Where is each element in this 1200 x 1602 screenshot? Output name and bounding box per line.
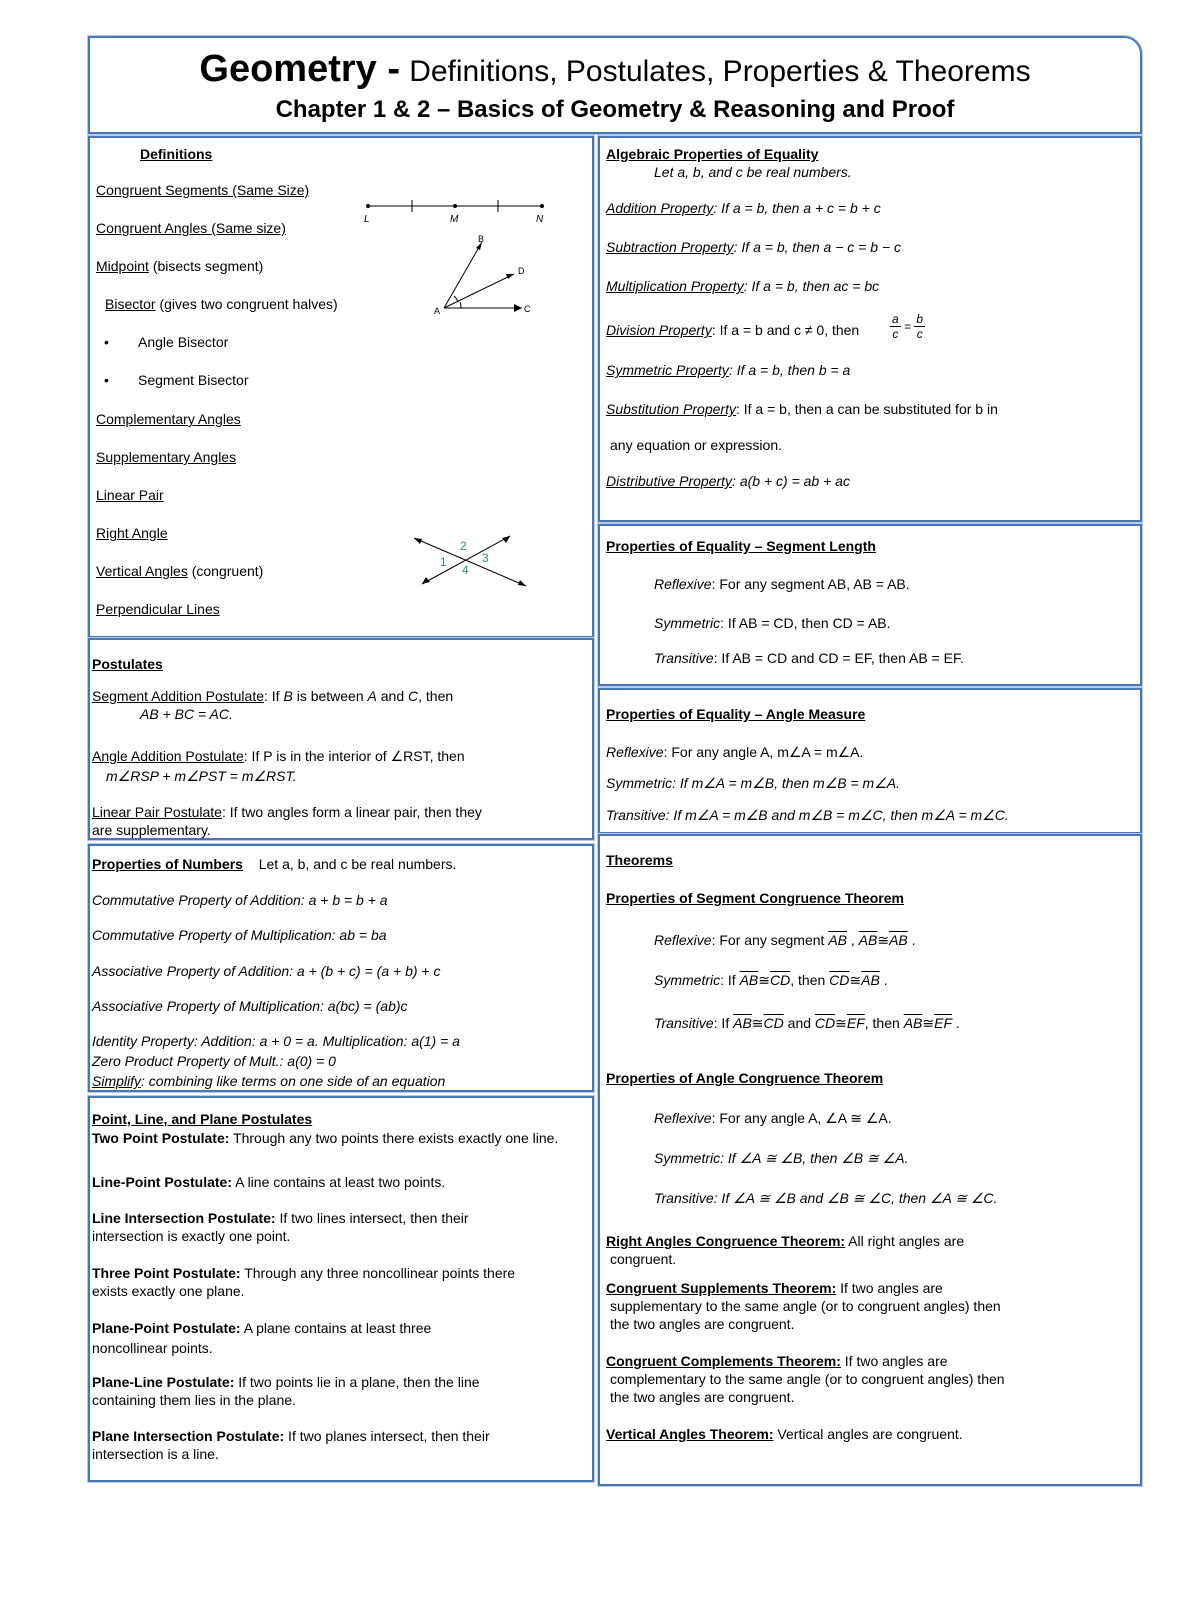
linear-pair-name: Linear Pair Postulate bbox=[92, 804, 222, 820]
ang-reflexive-name: Reflexive bbox=[606, 744, 664, 760]
division-text: : If a = b and c ≠ 0, then bbox=[711, 322, 860, 338]
supplements-theorem bbox=[606, 1280, 943, 1296]
num-item-0: Commutative Property of Addition: a + b = b + a bbox=[92, 892, 388, 908]
plp-text-6: If two planes intersect, then their intersection is a line. bbox=[92, 1428, 490, 1462]
plp-name-2: Line Intersection Postulate: bbox=[92, 1210, 276, 1226]
label-3: 3 bbox=[482, 551, 489, 565]
distributive-property bbox=[606, 473, 850, 489]
seg-cong-reflexive-a: : For any segment bbox=[711, 932, 829, 948]
numbers-header-line bbox=[92, 856, 456, 872]
seg-ab-2: $\overline{AB}$ bbox=[858, 932, 878, 948]
sap-text-d: A bbox=[367, 688, 377, 704]
def-complementary: Complementary Angles bbox=[96, 411, 241, 427]
postulates-box bbox=[88, 638, 594, 840]
complements-theorem bbox=[606, 1353, 948, 1369]
segment-figure bbox=[360, 196, 550, 226]
plp-text-4: A plane contains at least three noncollinear points. bbox=[92, 1320, 432, 1356]
substitution-text: : If a = b, then a can be substituted for b in bbox=[735, 401, 998, 417]
seg-ab-4: $\overline{AB}$ bbox=[739, 972, 759, 988]
subtraction-name: Subtraction Property bbox=[606, 239, 734, 255]
title-bold: Geometry - bbox=[199, 48, 401, 90]
ang-measure-reflexive bbox=[606, 744, 863, 761]
seg-cong-symmetric: Symmetric: If $\overline{AB}≅\overline{CD}$, then $\overline{CD}≅\overline{AB}$ . bbox=[654, 972, 888, 988]
ang-reflexive-text: : For any angle A, m∠A = m∠A. bbox=[663, 744, 864, 760]
theorems-heading: Theorems bbox=[606, 852, 673, 868]
complements-theorem-cont: complementary to the same angle (or to congruent angles) then bbox=[610, 1371, 1005, 1387]
supplements-text: If two angles are bbox=[836, 1280, 943, 1296]
label-a: A bbox=[434, 306, 441, 316]
plp-name-1: Line-Point Postulate: bbox=[92, 1174, 232, 1190]
seg-cong-reflexive: Reflexive: For any segment $\overline{AB}$ , $\overline{AB}≅\overline{AB}$ . bbox=[654, 932, 916, 948]
seg-cong-reflexive-name: Reflexive bbox=[654, 932, 712, 948]
seg-cong-symmetric-a: : If bbox=[720, 972, 740, 988]
complements-text: If two angles are bbox=[840, 1353, 948, 1369]
ang-cong-reflexive bbox=[654, 1110, 892, 1127]
vertical-angles-theorem bbox=[606, 1426, 963, 1442]
ang-transitive-text: : If m∠A = m∠B and m∠B = m∠C, then m∠A = m∠C. bbox=[665, 807, 1009, 823]
sap-text-g: , then bbox=[418, 688, 454, 704]
subtraction-property bbox=[606, 239, 901, 255]
midpoint-note: (bisects segment) bbox=[152, 258, 264, 274]
sap-text-a: : If bbox=[264, 688, 284, 704]
plp-item-3 bbox=[92, 1264, 532, 1300]
plp-text-5: If two points lie in a plane, then the line containing them lies in the plane. bbox=[92, 1374, 480, 1408]
segment-addition-name: Segment Addition Postulate bbox=[92, 688, 265, 704]
label-n: N bbox=[536, 214, 544, 225]
def-angle-bisector bbox=[104, 334, 228, 350]
seg-cong-symmetric-name: Symmetric bbox=[654, 972, 721, 988]
ang-cong-transitive-name: Transitive bbox=[654, 1190, 714, 1206]
seg-ab-7: $\overline{AB}$ bbox=[903, 1015, 923, 1031]
simplify-term: Simplify bbox=[92, 1073, 142, 1089]
plp-heading: Point, Line, and Plane Postulates bbox=[92, 1111, 313, 1127]
complements-theorem-cont2: the two angles are congruent. bbox=[610, 1389, 795, 1405]
subtraction-text: : If a = b, then a − c = b − c bbox=[733, 239, 901, 255]
plp-text-1: A line contains at least two points. bbox=[232, 1174, 446, 1190]
seg-length-symmetric bbox=[654, 615, 891, 631]
algebraic-box bbox=[598, 136, 1142, 522]
sap-text-e: and bbox=[376, 688, 409, 704]
numbers-heading: Properties of Numbers bbox=[92, 856, 243, 872]
seg-ab-3: $\overline{AB}$ bbox=[889, 932, 908, 948]
seg-ef-2: $\overline{EF}$ bbox=[934, 1015, 952, 1031]
label-b: B bbox=[478, 234, 485, 244]
num-item-1: Commutative Property of Multiplication: ab = ba bbox=[92, 927, 387, 943]
segment-bisector-text: Segment Bisector bbox=[138, 372, 249, 388]
label-2: 2 bbox=[460, 539, 467, 553]
cong-symbol: ≅ bbox=[877, 932, 890, 948]
def-congruent-angles: Congruent Angles (Same size) bbox=[96, 220, 286, 236]
segment-addition-postulate bbox=[92, 688, 453, 704]
vertical-angles-figure bbox=[408, 530, 532, 594]
seg-cd-2: $\overline{CD}$ bbox=[829, 972, 850, 988]
seg-cong-transitive: Transitive: If $\overline{AB}≅\overline{CD}$ and $\overline{CD}≅\overline{EF}$, then $\overline{AB}≅\overline{EF}$ . bbox=[654, 1015, 960, 1031]
substitution-property bbox=[606, 401, 998, 417]
symmetric-name: Symmetric Property bbox=[606, 362, 729, 378]
def-right-angle: Right Angle bbox=[96, 525, 168, 541]
ang-cong-symmetric-name: Symmetric bbox=[654, 1150, 721, 1166]
segment-length-heading: Properties of Equality – Segment Length bbox=[606, 538, 876, 554]
seg-length-transitive bbox=[654, 650, 964, 666]
angle-addition-postulate bbox=[92, 748, 465, 765]
postulates-heading: Postulates bbox=[92, 656, 163, 672]
seg-symmetric-name: Symmetric bbox=[654, 615, 721, 631]
bullet-icon: • bbox=[104, 372, 109, 388]
multiplication-name: Multiplication Property bbox=[606, 278, 744, 294]
angle-addition-name: Angle Addition Postulate bbox=[92, 748, 244, 764]
ang-measure-transitive bbox=[606, 807, 1009, 824]
multiplication-text: : If a = b, then ac = bc bbox=[743, 278, 880, 294]
numbers-intro: Let a, b, and c be real numbers. bbox=[258, 856, 457, 872]
bisector-note: (gives two congruent halves) bbox=[159, 296, 338, 312]
numbers-box bbox=[88, 844, 594, 1092]
sap-text-b: B bbox=[283, 688, 293, 704]
seg-ab-6: $\overline{AB}$ bbox=[733, 1015, 752, 1031]
ang-cong-transitive bbox=[654, 1190, 997, 1207]
supplements-name: Congruent Supplements Theorem: bbox=[606, 1280, 837, 1296]
cong-symbol: ≅ bbox=[751, 1015, 764, 1031]
seg-transitive-text: : If AB = CD and CD = EF, then AB = EF. bbox=[713, 650, 964, 666]
frac-num-b: b bbox=[916, 312, 924, 326]
def-linear-pair: Linear Pair bbox=[96, 487, 164, 503]
ang-cong-reflexive-name: Reflexive bbox=[654, 1110, 712, 1126]
seg-length-reflexive bbox=[654, 576, 910, 592]
def-midpoint bbox=[96, 258, 263, 274]
num-simplify bbox=[92, 1073, 445, 1089]
angle-congruence-heading: Properties of Angle Congruence Theorem bbox=[606, 1070, 884, 1086]
num-item-5: Zero Product Property of Mult.: a(0) = 0 bbox=[92, 1053, 336, 1069]
cong-symbol: ≅ bbox=[758, 972, 770, 988]
vertical-angles-name: Vertical Angles Theorem: bbox=[606, 1426, 774, 1442]
addition-name: Addition Property bbox=[606, 200, 714, 216]
sap-text-c: is between bbox=[292, 688, 368, 704]
definitions-heading: Definitions bbox=[140, 146, 213, 162]
ang-cong-reflexive-text: : For any angle A, ∠A ≅ ∠A. bbox=[711, 1110, 892, 1126]
plp-name-6: Plane Intersection Postulate: bbox=[92, 1428, 285, 1444]
num-item-2: Associative Property of Addition: a + (b + c) = (a + b) + c bbox=[92, 963, 441, 979]
supplements-theorem-cont: supplementary to the same angle (or to congruent angles) then bbox=[610, 1298, 1001, 1314]
plp-item-4 bbox=[92, 1318, 492, 1358]
linear-pair-postulate bbox=[92, 804, 482, 820]
complements-name: Congruent Complements Theorem: bbox=[606, 1353, 841, 1369]
num-item-3: Associative Property of Multiplication: a(bc) = (ab)c bbox=[92, 998, 408, 1014]
label-m: M bbox=[450, 214, 459, 225]
theorems-box bbox=[598, 834, 1142, 1486]
frac-den-c: c bbox=[892, 327, 899, 341]
cong-symbol: ≅ bbox=[922, 1015, 935, 1031]
seg-cong-transitive-a: : If bbox=[713, 1015, 734, 1031]
page-title bbox=[90, 48, 1140, 91]
angle-addition-equation: m∠RSP + m∠PST = m∠RST. bbox=[106, 768, 297, 784]
seg-then-1: , then bbox=[790, 972, 830, 988]
segment-addition-equation: AB + BC = AC. bbox=[140, 706, 233, 722]
aap-text: : If P is in the interior of ∠RST, then bbox=[243, 748, 465, 764]
plp-text-0: Through any two points there exists exactly one line. bbox=[229, 1130, 559, 1146]
supplements-theorem-cont2: the two angles are congruent. bbox=[610, 1316, 795, 1332]
ang-symmetric-text: : If m∠A = m∠B, then m∠B = m∠A. bbox=[672, 775, 900, 791]
seg-cd-4: $\overline{CD}$ bbox=[814, 1015, 836, 1031]
vertical-term: Vertical Angles bbox=[96, 563, 188, 579]
algebraic-heading: Algebraic Properties of Equality bbox=[606, 146, 819, 162]
substitution-property-cont: any equation or expression. bbox=[610, 437, 782, 453]
angle-measure-box bbox=[598, 688, 1142, 834]
right-angles-text: All right angles are bbox=[845, 1233, 965, 1249]
ang-measure-symmetric bbox=[606, 775, 900, 792]
linear-pair-postulate-cont: are supplementary. bbox=[92, 822, 211, 838]
angle-bisector-text: Angle Bisector bbox=[138, 334, 229, 350]
lpp-text: : If two angles form a linear pair, then they bbox=[221, 804, 482, 820]
division-fraction: $\frac{a}{c}$ = $\frac{b}{c}$ bbox=[892, 312, 924, 341]
ang-cong-symmetric-text: : If ∠A ≅ ∠B, then ∠B ≅ ∠A. bbox=[720, 1150, 909, 1166]
substitution-name: Substitution Property bbox=[606, 401, 736, 417]
segment-length-box bbox=[598, 524, 1142, 686]
plp-name-4: Plane-Point Postulate: bbox=[92, 1320, 241, 1336]
label-d: D bbox=[518, 266, 525, 276]
seg-cd-3: $\overline{CD}$ bbox=[763, 1015, 784, 1031]
seg-cong-transitive-name: Transitive bbox=[654, 1015, 714, 1031]
frac-den-c2: c bbox=[916, 327, 923, 341]
right-angles-theorem-cont: congruent. bbox=[610, 1251, 677, 1267]
definitions-box bbox=[88, 136, 594, 638]
header-box bbox=[88, 36, 1142, 134]
label-4: 4 bbox=[462, 563, 469, 577]
plp-item-5 bbox=[92, 1373, 532, 1409]
vertical-angles-text: Vertical angles are congruent. bbox=[773, 1426, 963, 1442]
def-perpendicular: Perpendicular Lines bbox=[96, 601, 220, 617]
cong-symbol: ≅ bbox=[849, 972, 862, 988]
vertical-note: (congruent) bbox=[191, 563, 264, 579]
seg-then-2: , then bbox=[864, 1015, 904, 1031]
plp-name-5: Plane-Line Postulate: bbox=[92, 1374, 235, 1390]
plp-text-2: If two lines intersect, then their intersection is exactly one point. bbox=[92, 1210, 469, 1244]
cong-symbol: ≅ bbox=[835, 1015, 847, 1031]
ang-transitive-name: Transitive bbox=[606, 807, 666, 823]
ang-cong-symmetric bbox=[654, 1150, 908, 1167]
ang-cong-transitive-text: : If ∠A ≅ ∠B and ∠B ≅ ∠C, then ∠A ≅ ∠C. bbox=[713, 1190, 998, 1206]
simplify-text: : combining like terms on one side of an equation bbox=[141, 1073, 446, 1089]
def-vertical-angles bbox=[96, 563, 263, 579]
label-1: 1 bbox=[440, 555, 447, 569]
page-subtitle: Chapter 1 & 2 – Basics of Geometry & Reasoning and Proof bbox=[275, 96, 955, 123]
def-segment-bisector bbox=[104, 372, 249, 388]
seg-reflexive-text: : For any segment AB, AB = AB. bbox=[711, 576, 910, 592]
plp-name-3: Three Point Postulate: bbox=[92, 1265, 241, 1281]
frac-num-a: a bbox=[892, 312, 899, 326]
def-supplementary: Supplementary Angles bbox=[96, 449, 237, 465]
midpoint-term: Midpoint bbox=[96, 258, 149, 274]
plp-item-1 bbox=[92, 1173, 562, 1191]
symmetric-text: : If a = b, then b = a bbox=[728, 362, 851, 378]
symmetric-property bbox=[606, 362, 850, 378]
seg-and: and bbox=[783, 1015, 815, 1031]
plp-item-6 bbox=[92, 1427, 552, 1463]
algebraic-intro: Let a, b, and c be real numbers. bbox=[654, 164, 852, 180]
plp-item-0 bbox=[92, 1129, 562, 1147]
addition-text: : If a = b, then a + c = b + c bbox=[713, 200, 881, 216]
right-angles-name: Right Angles Congruence Theorem: bbox=[606, 1233, 846, 1249]
seg-ab-5: $\overline{AB}$ bbox=[861, 972, 880, 988]
distributive-name: Distributive Property bbox=[606, 473, 733, 489]
seg-symmetric-text: : If AB = CD, then CD = AB. bbox=[720, 615, 891, 631]
angle-measure-heading: Properties of Equality – Angle Measure bbox=[606, 706, 866, 722]
multiplication-property bbox=[606, 278, 879, 294]
num-item-4: Identity Property: Addition: a + 0 = a. Multiplication: a(1) = a bbox=[92, 1033, 460, 1049]
def-bisector bbox=[105, 296, 338, 312]
bisector-term: Bisector bbox=[105, 296, 156, 312]
ang-symmetric-name: Symmetric bbox=[606, 775, 673, 791]
division-property bbox=[606, 322, 859, 338]
seg-reflexive-name: Reflexive bbox=[654, 576, 712, 592]
angle-bisector-figure bbox=[430, 230, 540, 320]
right-angles-theorem bbox=[606, 1233, 964, 1249]
def-congruent-segments: Congruent Segments (Same Size) bbox=[96, 182, 310, 198]
seg-ab-1: $\overline{AB}$ bbox=[828, 932, 847, 948]
segment-congruence-heading: Properties of Segment Congruence Theorem bbox=[606, 890, 904, 906]
distributive-text: : a(b + c) = ab + ac bbox=[732, 473, 850, 489]
seg-ef-1: $\overline{EF}$ bbox=[846, 1015, 865, 1031]
sap-text-f: C bbox=[408, 688, 419, 704]
label-c: C bbox=[524, 304, 531, 314]
division-name: Division Property bbox=[606, 322, 712, 338]
title-rest: Definitions, Postulates, Properties & Theorems bbox=[409, 55, 1031, 88]
label-l: L bbox=[364, 214, 370, 225]
plp-box bbox=[88, 1096, 594, 1482]
seg-transitive-name: Transitive bbox=[654, 650, 714, 666]
addition-property bbox=[606, 200, 881, 216]
plp-name-0: Two Point Postulate: bbox=[92, 1130, 230, 1146]
bullet-icon: • bbox=[104, 334, 109, 350]
seg-cd-1: $\overline{CD}$ bbox=[770, 972, 791, 988]
plp-text-3: Through any three noncollinear points there exists exactly one plane. bbox=[92, 1265, 516, 1299]
plp-item-2 bbox=[92, 1209, 532, 1245]
